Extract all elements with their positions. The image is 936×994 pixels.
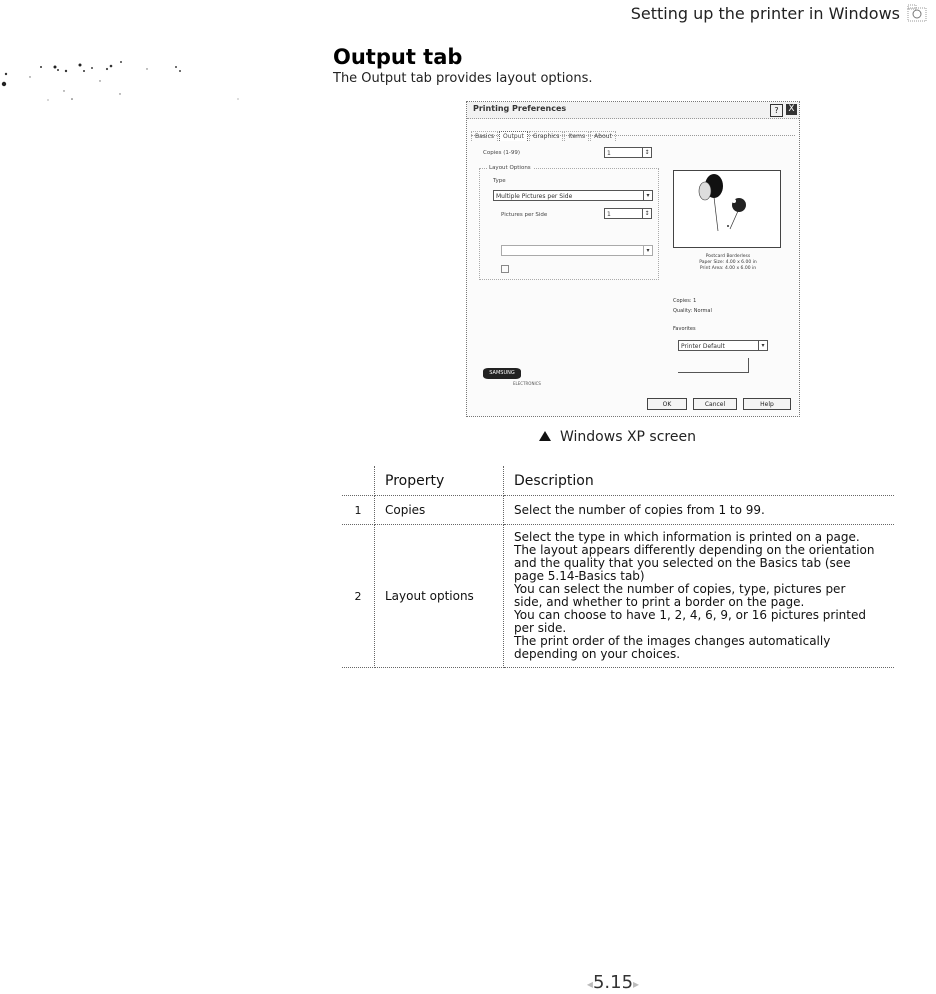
layout-options-label: Layout Options (489, 165, 531, 171)
table-row (342, 525, 894, 668)
chevron-down-icon[interactable]: ▾ (758, 341, 767, 350)
page-number-text: 5.15 (592, 972, 634, 993)
help-icon[interactable]: ? (770, 104, 783, 117)
description-line: depending on your choices. (514, 647, 681, 661)
type-dropdown[interactable] (493, 190, 653, 201)
cancel-button[interactable]: Cancel (693, 398, 737, 410)
favorites-value: Printer Default (681, 343, 725, 350)
description-line: and the quality that you selected on the Basics tab (see (514, 556, 851, 570)
pictures-per-side-label: Pictures per Side (501, 212, 548, 218)
chevron-down-icon: ▾ (643, 246, 652, 255)
figure-caption (539, 429, 696, 445)
favorites-label: Favorites (673, 326, 696, 332)
row-property: Copies (375, 496, 504, 525)
samsung-logo: SAMSUNG (483, 368, 521, 379)
preview-paper-type: Postcard Borderless (705, 254, 751, 259)
layout-options-group (479, 168, 659, 280)
row-description (504, 496, 895, 525)
description-line: Select the number of copies from 1 to 99. (514, 502, 765, 517)
help-button[interactable]: Help (743, 398, 791, 410)
description-line: Select the type in which information is printed on a page. (514, 530, 860, 544)
description-line: You can choose to have 1, 2, 4, 6, 9, or 16 pictures printed (514, 608, 866, 622)
printing-preferences-screenshot (466, 101, 800, 417)
row-number: 2 (342, 525, 375, 668)
running-header: Setting up the printer in Windows (630, 4, 900, 23)
page-number-right-decoration: ▸ (633, 977, 640, 991)
chevron-down-icon[interactable]: ▾ (643, 191, 652, 200)
layout-preview (673, 170, 781, 248)
caption-text: Windows XP screen (560, 429, 696, 445)
tab-output[interactable]: Output (499, 131, 528, 141)
table-header-row (342, 466, 894, 496)
preview-balloons-image (674, 171, 780, 247)
disabled-dropdown (501, 245, 653, 256)
table-header-number (342, 466, 375, 496)
favorites-dropdown[interactable] (678, 340, 768, 351)
copies-value: 1 (607, 150, 611, 157)
property-table (342, 466, 894, 668)
description-line: page 5.14-Basics tab) (514, 569, 645, 583)
ok-button[interactable]: OK (647, 398, 687, 410)
row-property: Layout options (375, 525, 504, 668)
tab-basics[interactable]: Basics (471, 131, 498, 141)
window-titlebar (467, 102, 799, 119)
description-line: side, and whether to print a border on the page. (514, 595, 805, 609)
row-number: 1 (342, 496, 375, 525)
border-checkbox[interactable] (501, 265, 509, 273)
description-line: The print order of the images changes automatically (514, 634, 831, 648)
copies-label: Copies (1-99) (483, 150, 520, 156)
page-number-left-decoration: ◂ (586, 977, 593, 991)
table-row (342, 496, 894, 525)
copies-spinner[interactable] (604, 147, 652, 158)
table-header-property: Property (375, 466, 504, 496)
preview-paper-size: Paper Size: 4.00 x 6.00 in (699, 260, 757, 265)
close-icon[interactable]: X (786, 104, 797, 115)
samsung-logo-sub: ELECTRONICS (513, 381, 541, 386)
spinner-arrows-icon[interactable]: ↕ (642, 148, 651, 157)
summary-quality: Quality: Normal (673, 308, 712, 314)
favorites-save-button[interactable] (678, 358, 749, 373)
tab-about[interactable]: About (590, 131, 616, 141)
triangle-icon (539, 431, 551, 441)
tab-graphics[interactable]: Graphics (529, 131, 564, 141)
description-line: per side. (514, 621, 567, 635)
folder-icon (906, 2, 928, 24)
tab-items[interactable]: Items (564, 131, 589, 141)
preview-print-area: Print Area: 4.00 x 6.00 in (699, 266, 757, 271)
scan-specks (0, 55, 240, 115)
description-line: The layout appears differently depending on the orientation (514, 543, 875, 557)
pictures-value: 1 (607, 211, 611, 218)
description-line: You can select the number of copies, type, pictures per (514, 582, 846, 596)
section-intro: The Output tab provides layout options. (333, 71, 593, 86)
page-number (568, 972, 658, 993)
spinner-arrows-icon[interactable]: ↕ (642, 209, 651, 218)
window-title: Printing Preferences (473, 104, 567, 113)
section-title: Output tab (333, 45, 463, 69)
row-description (504, 525, 895, 668)
type-value: Multiple Pictures per Side (496, 193, 573, 200)
pictures-per-side-spinner[interactable] (604, 208, 652, 219)
table-header-description: Description (504, 466, 895, 496)
summary-copies: Copies: 1 (673, 298, 697, 304)
tab-bar (471, 123, 795, 140)
type-label: Type (493, 178, 506, 184)
